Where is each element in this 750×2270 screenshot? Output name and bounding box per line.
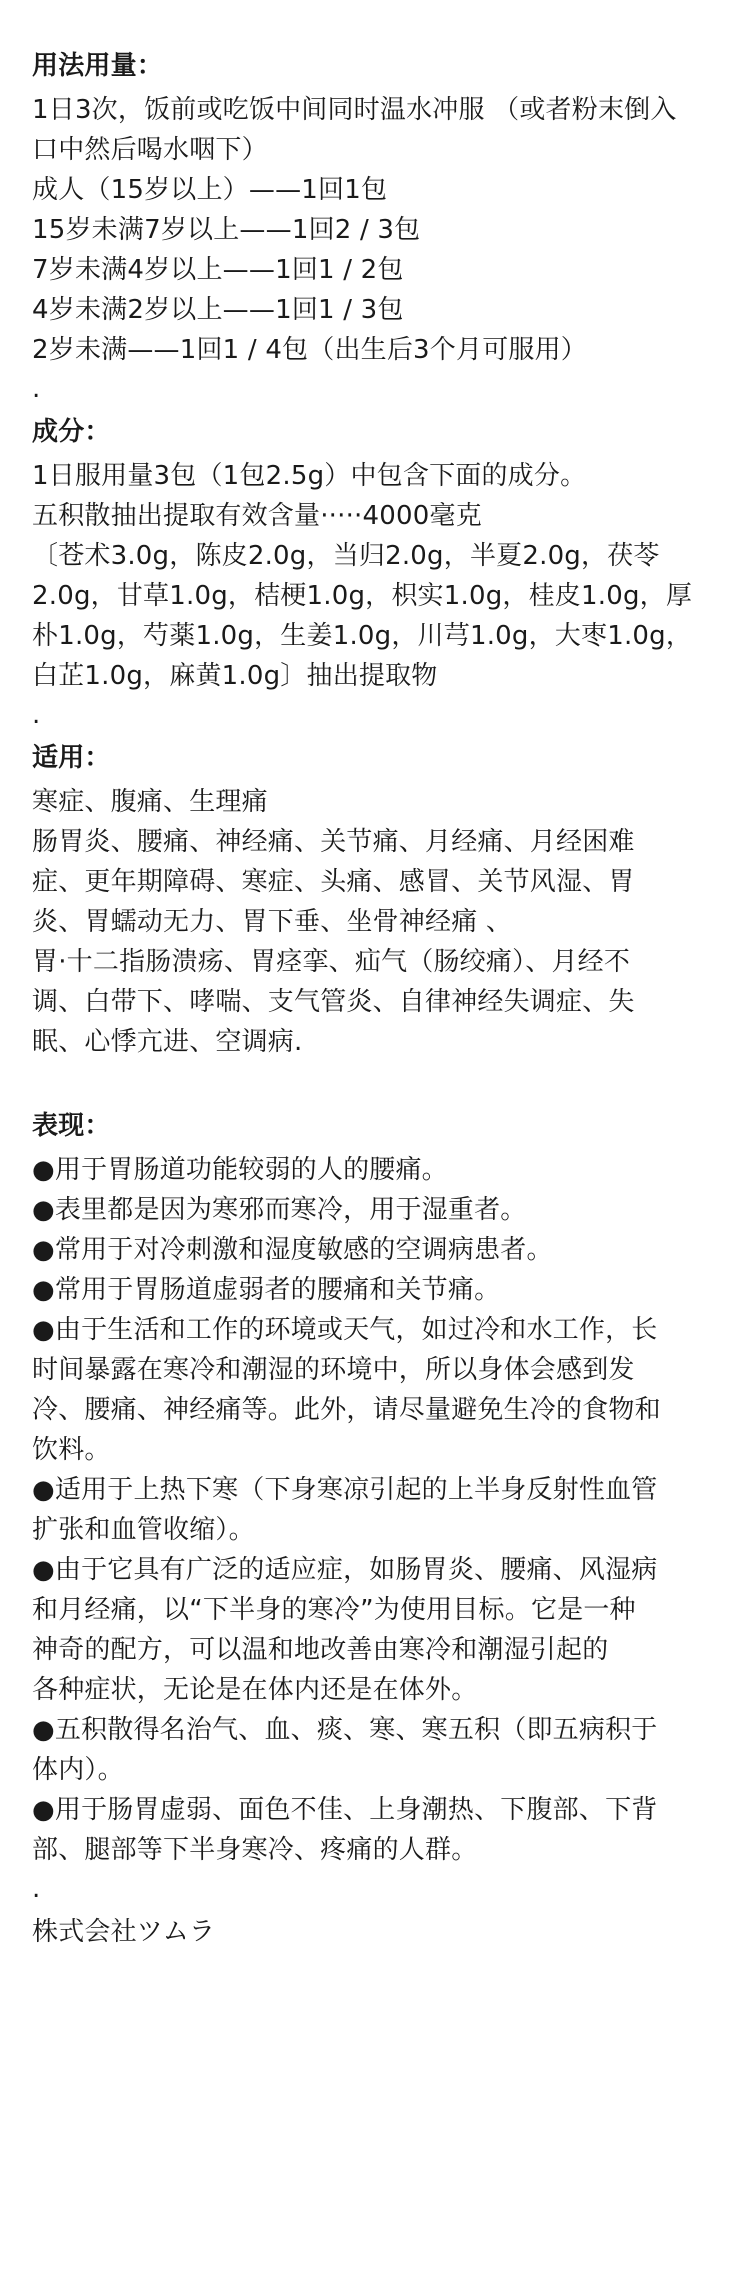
ingredients-line: 五积散抽出提取有效含量·····4000毫克 [32, 501, 482, 531]
ingredients-line: 1日服用量3包（1包2.5g）中包含下面的成分。 [32, 461, 587, 491]
usage-separator: . [32, 374, 41, 404]
indications-section [32, 734, 722, 1102]
usage-line: 15岁未满7岁以上——1回2 / 3包 [32, 215, 421, 245]
effects-line: 各种症状，无论是在体内还是在体外。 [32, 1675, 478, 1705]
effects-line: ●表里都是因为寒邪而寒冷，用于湿重者。 [32, 1195, 527, 1225]
indications-line: 胃·十二指肠溃疡、胃痉挛、疝气（肠绞痛）、月经不 [32, 947, 631, 977]
ingredients-section [32, 408, 722, 734]
effects-line: ●由于生活和工作的环境或天气，如过冷和水工作，长 [32, 1315, 658, 1345]
effects-line: ●常用于胃肠道虚弱者的腰痛和关节痛。 [32, 1275, 501, 1305]
effects-line: 体内）。 [32, 1755, 124, 1785]
section-gap [32, 1062, 722, 1102]
ingredients-line: 2.0g，甘草1.0g，桔梗1.0g，枳实1.0g，桂皮1.0g，厚 [32, 581, 693, 611]
indications-line: 炎、胃蠕动无力、胃下垂、坐骨神经痛 、 [32, 907, 513, 937]
effects-line: 时间暴露在寒冷和潮湿的环境中，所以身体会感到发 [32, 1355, 635, 1385]
effects-line: 部、腿部等下半身寒冷、疼痛的人群。 [32, 1835, 478, 1865]
indications-line: 肠胃炎、腰痛、神经痛、关节痛、月经痛、月经困难 [32, 827, 635, 857]
indications-line: 症、更年期障碍、寒症、头痛、感冒、关节风湿、胃 [32, 867, 635, 897]
effects-line: 冷、腰痛、神经痛等。此外，请尽量避免生冷的食物和 [32, 1395, 661, 1425]
effects-line: ●适用于上热下寒（下身寒凉引起的上半身反射性血管 [32, 1475, 658, 1505]
usage-line: 2岁未满——1回1 / 4包（出生后3个月可服用） [32, 335, 587, 365]
ingredients-line: 白芷1.0g，麻黄1.0g〕抽出提取物 [32, 661, 438, 691]
usage-line: 成人（15岁以上）——1回1包 [32, 175, 388, 205]
ingredients-line: 朴1.0g，芍薬1.0g，生姜1.0g，川芎1.0g，大枣1.0g， [32, 621, 693, 651]
indications-heading: 适用： [32, 743, 111, 773]
effects-line: ●由于它具有广泛的适应症，如肠胃炎、腰痛、风湿病 [32, 1555, 658, 1585]
effects-line: 神奇的配方，可以温和地改善由寒冷和潮湿引起的 [32, 1635, 609, 1665]
usage-section [32, 42, 722, 408]
effects-line: ●用于肠胃虚弱、面色不佳、上身潮热、下腹部、下背 [32, 1795, 658, 1825]
usage-line: 1日3次，饭前或吃饭中间同时温水冲服 （或者粉末倒入 [32, 95, 677, 125]
effects-line: 饮料。 [32, 1435, 111, 1465]
indications-line: 眠、心悸亢进、空调病. [32, 1027, 303, 1057]
ingredients-heading: 成分： [32, 417, 111, 447]
ingredients-separator: . [32, 700, 41, 730]
effects-line: ●常用于对冷刺激和湿度敏感的空调病患者。 [32, 1235, 553, 1265]
ingredients-line: 〔苍术3.0g，陈皮2.0g，当归2.0g，半夏2.0g，茯苓 [32, 541, 660, 571]
company-name: 株式会社ツムラ [32, 1917, 216, 1947]
effects-line: ●五积散得名治气、血、痰、寒、寒五积（即五病积于 [32, 1715, 658, 1745]
usage-line: 口中然后喝水咽下） [32, 135, 268, 165]
effects-line: ●用于胃肠道功能较弱的人的腰痛。 [32, 1155, 448, 1185]
effects-separator: . [32, 1874, 41, 1904]
indications-line: 寒症、腹痛、生理痛 [32, 787, 268, 817]
effects-line: 扩张和血管收缩）。 [32, 1515, 255, 1545]
usage-line: 4岁未满2岁以上——1回1 / 3包 [32, 295, 404, 325]
effects-section [32, 1102, 722, 1908]
effects-heading: 表现： [32, 1111, 111, 1141]
usage-heading: 用法用量： [32, 51, 164, 81]
indications-line: 调、白带下、哮喘、支气管炎、自律神经失调症、失 [32, 987, 635, 1017]
usage-line: 7岁未满4岁以上——1回1 / 2包 [32, 255, 404, 285]
effects-line: 和月经痛，以“下半身的寒冷”为使用目标。它是一种 [32, 1595, 636, 1625]
